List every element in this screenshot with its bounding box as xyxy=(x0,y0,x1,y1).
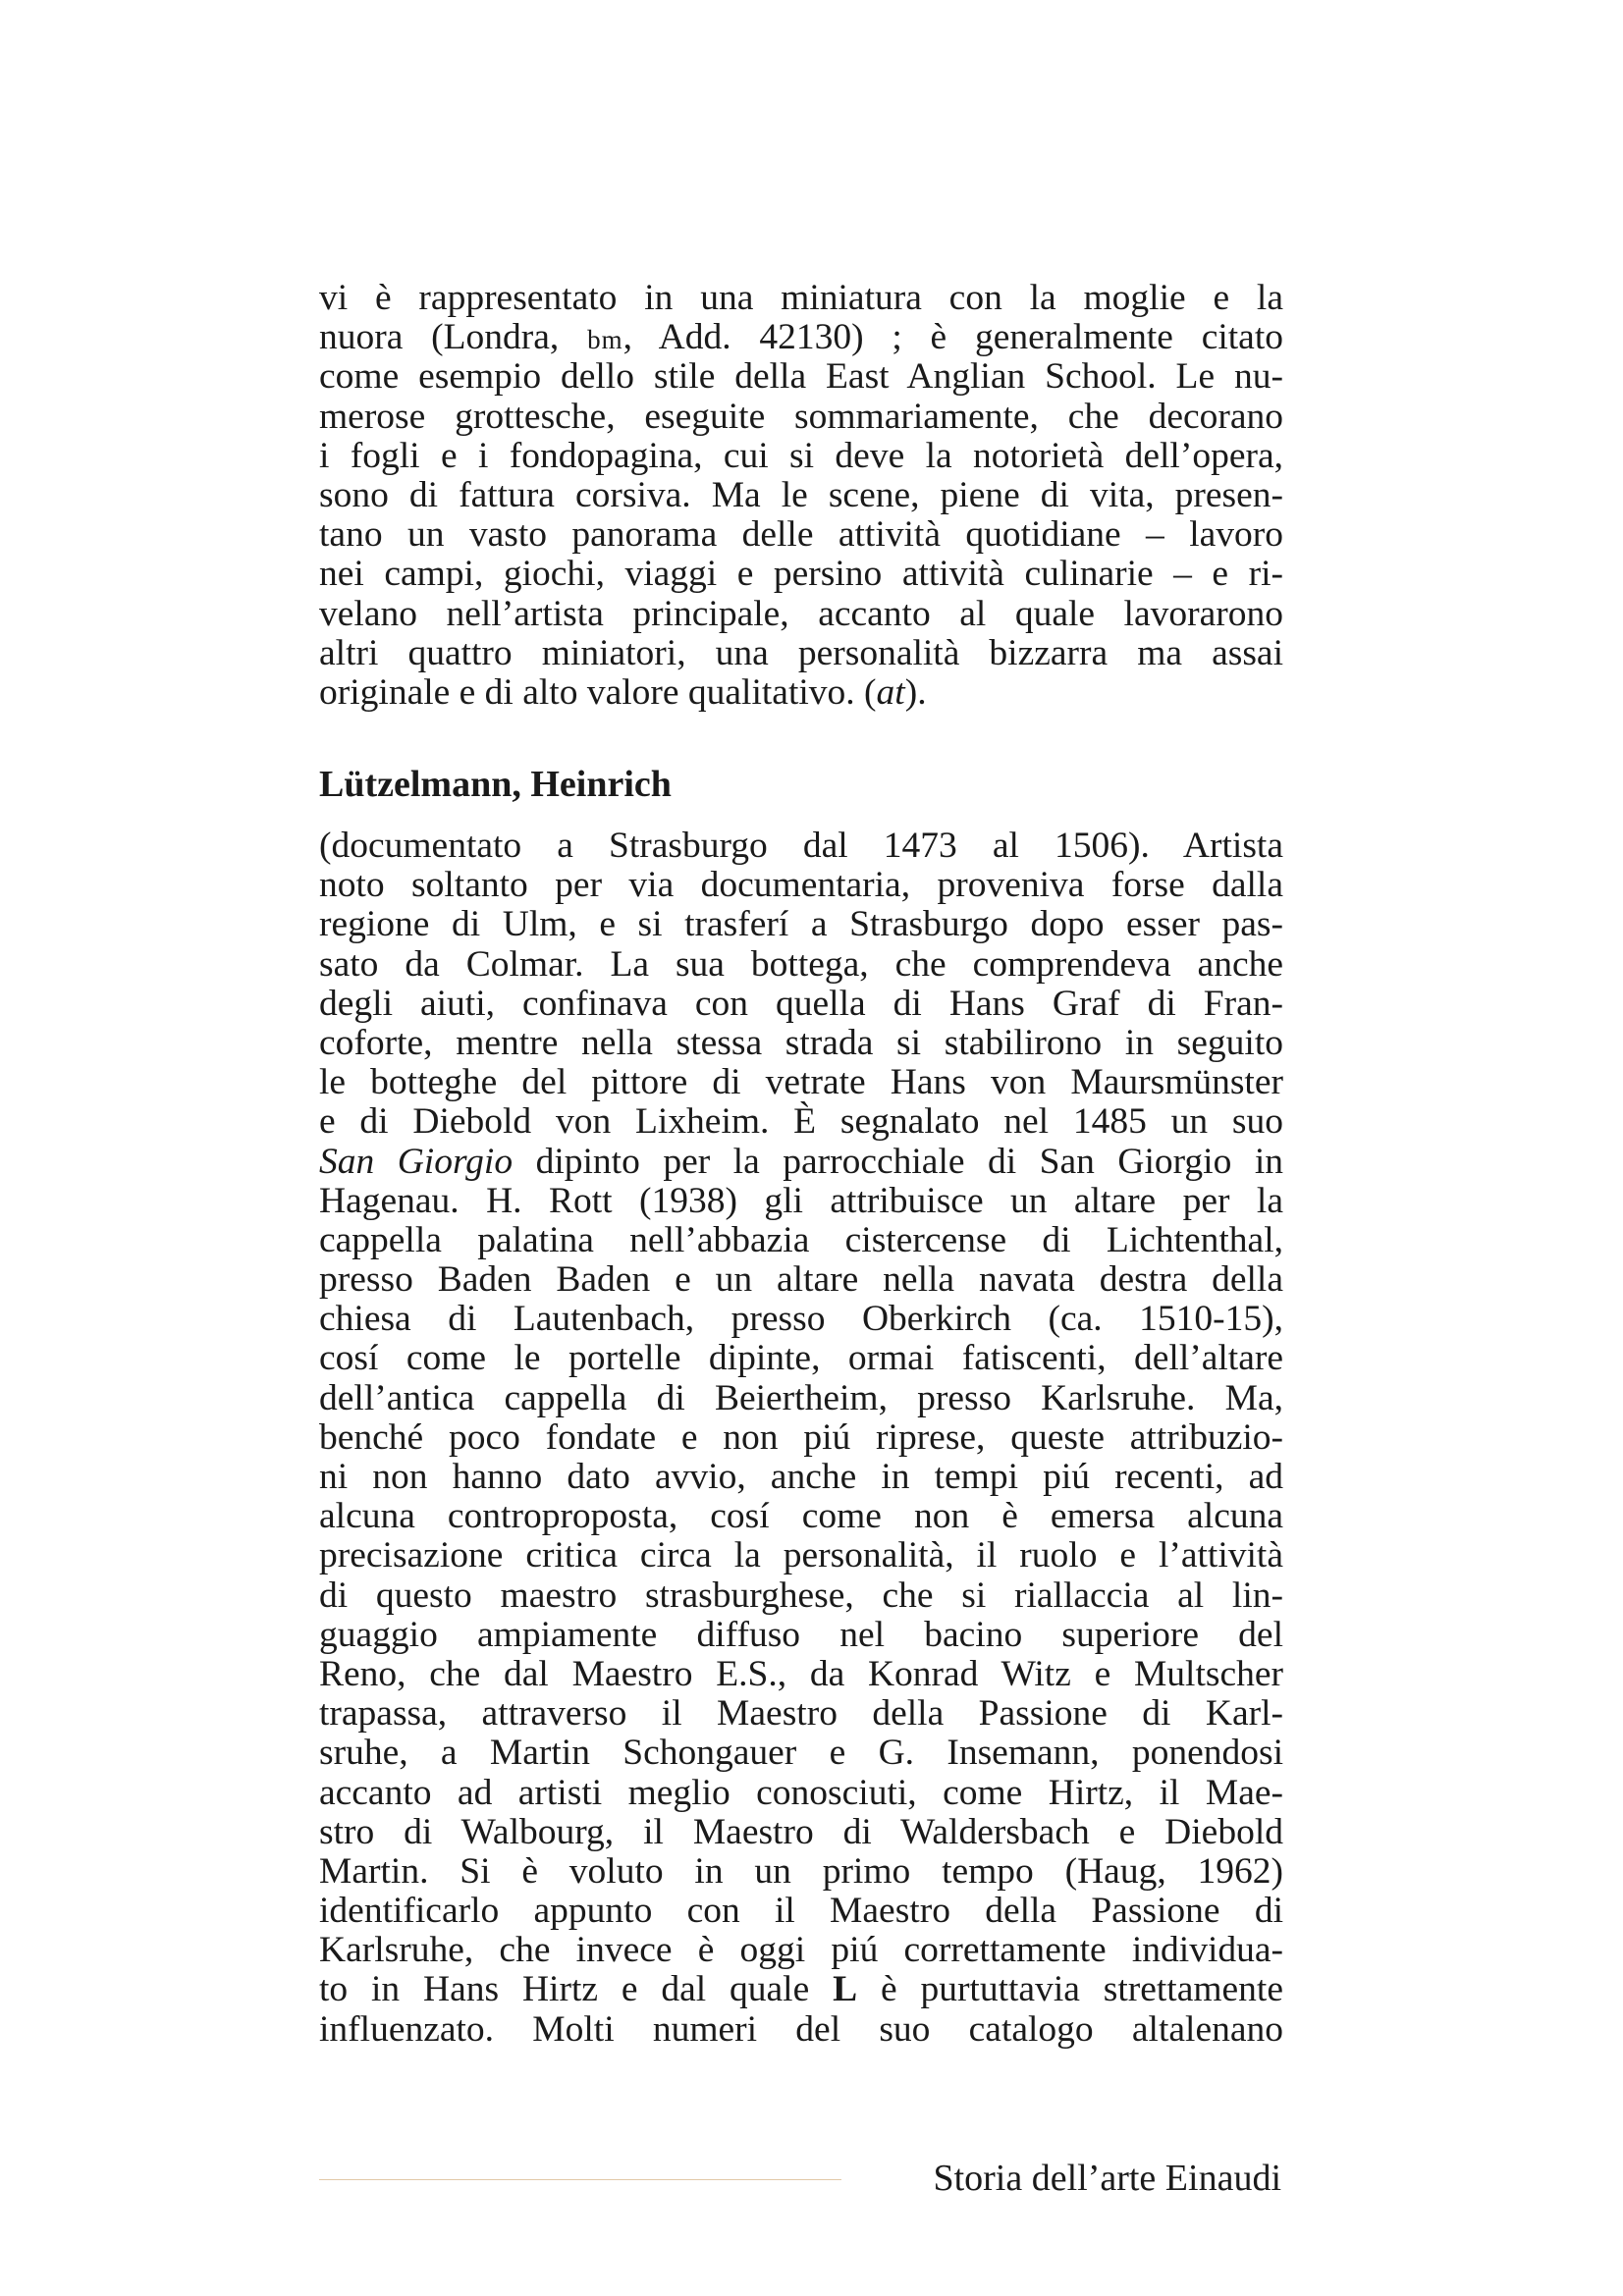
text-line: Reno, che dal Maestro E.S., da Konrad Witz e Multscher xyxy=(319,1653,1283,1694)
text-line: influenzato. Molti numeri del suo catalogo altalenano xyxy=(319,2008,1283,2050)
text-line: trapassa, attraverso il Maestro della Passione di Karl- xyxy=(319,1693,1283,1735)
entry-heading: Lützelmann, Heinrich xyxy=(319,764,672,805)
text-line: vi è rappresentato in una miniatura con la moglie e la xyxy=(319,278,1283,318)
intro-paragraph xyxy=(319,279,1283,713)
text-line: ni non hanno dato avvio, anche in tempi piú recenti, ad xyxy=(319,1457,1283,1497)
text-line: chiesa di Lautenbach, presso Oberkirch (ca. 1510-15), xyxy=(319,1299,1283,1340)
text-line: le botteghe del pittore di vetrate Hans von Maursmünster xyxy=(319,1062,1283,1103)
text-line: altri quattro miniatori, una personalità bizzarra ma assai xyxy=(319,632,1283,673)
text-line: benché poco fondate e non piú riprese, queste attribuzio- xyxy=(319,1416,1283,1458)
bm-abbreviation: bm xyxy=(587,325,623,355)
text-line: sruhe, a Martin Schongauer e G. Insemann, ponendosi xyxy=(319,1733,1283,1774)
text-line: accanto ad artisti meglio conosciuti, come Hirtz, il Mae- xyxy=(319,1772,1283,1813)
text-line: guaggio ampiamente diffuso nel bacino superiore del xyxy=(319,1614,1283,1655)
text-line: coforte, mentre nella stessa strada si stabilirono in seguito xyxy=(319,1022,1283,1063)
text-line: cosí come le portelle dipinte, ormai fatiscenti, dell’altare xyxy=(319,1338,1283,1379)
text-line: (documentato a Strasburgo dal 1473 al 1506). Artista xyxy=(319,826,1283,866)
artwork-title: San Giorgio xyxy=(319,1141,514,1182)
text-line: presso Baden Baden e un altare nella navata destra della xyxy=(319,1259,1283,1301)
text-line: cappella palatina nell’abbazia cistercense di Lichtenthal, xyxy=(319,1219,1283,1260)
text-line: tano un vasto panorama delle attività quotidiane – lavoro xyxy=(319,514,1283,556)
text-line: velano nell’artista principale, accanto al quale lavorarono xyxy=(319,593,1283,634)
text-line: Hagenau. H. Rott (1938) gli attribuisce un altare per la xyxy=(319,1180,1283,1221)
text-line: alcuna controproposta, cosí come non è emersa alcuna xyxy=(319,1496,1283,1537)
text-line: di questo maestro strasburghese, che si riallaccia al lin- xyxy=(319,1575,1283,1616)
author-initials: at xyxy=(876,671,905,713)
text-line: Karlsruhe, che invece è oggi piú correttamente individua- xyxy=(319,1930,1283,1971)
text-line: e di Diebold von Lixheim. È segnalato nel 1485 un suo xyxy=(319,1101,1283,1143)
text-line: nei campi, giochi, viaggi e persino attività culinarie – e ri- xyxy=(319,554,1283,595)
text-line: degli aiuti, confinava con quella di Hans Graf di Fran- xyxy=(319,983,1283,1024)
footer-title: Storia dell’arte Einaudi xyxy=(933,2158,1281,2199)
text-line: sato da Colmar. La sua bottega, che comprendeva anche xyxy=(319,943,1283,985)
text-line: noto soltanto per via documentaria, proveniva forse dalla xyxy=(319,865,1283,906)
text-line: Martin. Si è voluto in un primo tempo (Haug, 1962) xyxy=(319,1850,1283,1892)
footer-rule xyxy=(319,2179,841,2180)
text-line: come esempio dello stile della East Anglian School. Le nu- xyxy=(319,356,1283,398)
text-line: i fogli e i fondopagina, cui si deve la notorietà dell’opera, xyxy=(319,435,1283,476)
text-line: merose grottesche, eseguite sommariamente, che decorano xyxy=(319,396,1283,437)
text-line: originale e di alto valore qualitativo. (at). xyxy=(319,671,927,713)
entry-luetzelmann xyxy=(319,762,1283,2050)
text-line: dell’antica cappella di Beiertheim, presso Karlsruhe. Ma, xyxy=(319,1377,1283,1418)
text-line: precisazione critica circa la personalità, il ruolo e l’attività xyxy=(319,1535,1283,1576)
text-line: nuora (Londra, bm, Add. 42130) ; è generalmente citato xyxy=(319,317,1283,358)
text-line: sono di fattura corsiva. Ma le scene, piene di vita, presen- xyxy=(319,474,1283,515)
text-line: San Giorgio dipinto per la parrocchiale di San Giorgio in xyxy=(319,1141,1283,1182)
text-line: stro di Walbourg, il Maestro di Waldersbach e Diebold xyxy=(319,1811,1283,1852)
bold-initial: L xyxy=(833,1969,858,2010)
text-line: regione di Ulm, e si trasferí a Strasburgo dopo esser pas- xyxy=(319,904,1283,945)
text-line: identificarlo appunto con il Maestro della Passione di xyxy=(319,1891,1283,1932)
text-line: to in Hans Hirtz e dal quale L è purtuttavia strettamente xyxy=(319,1969,1283,2010)
